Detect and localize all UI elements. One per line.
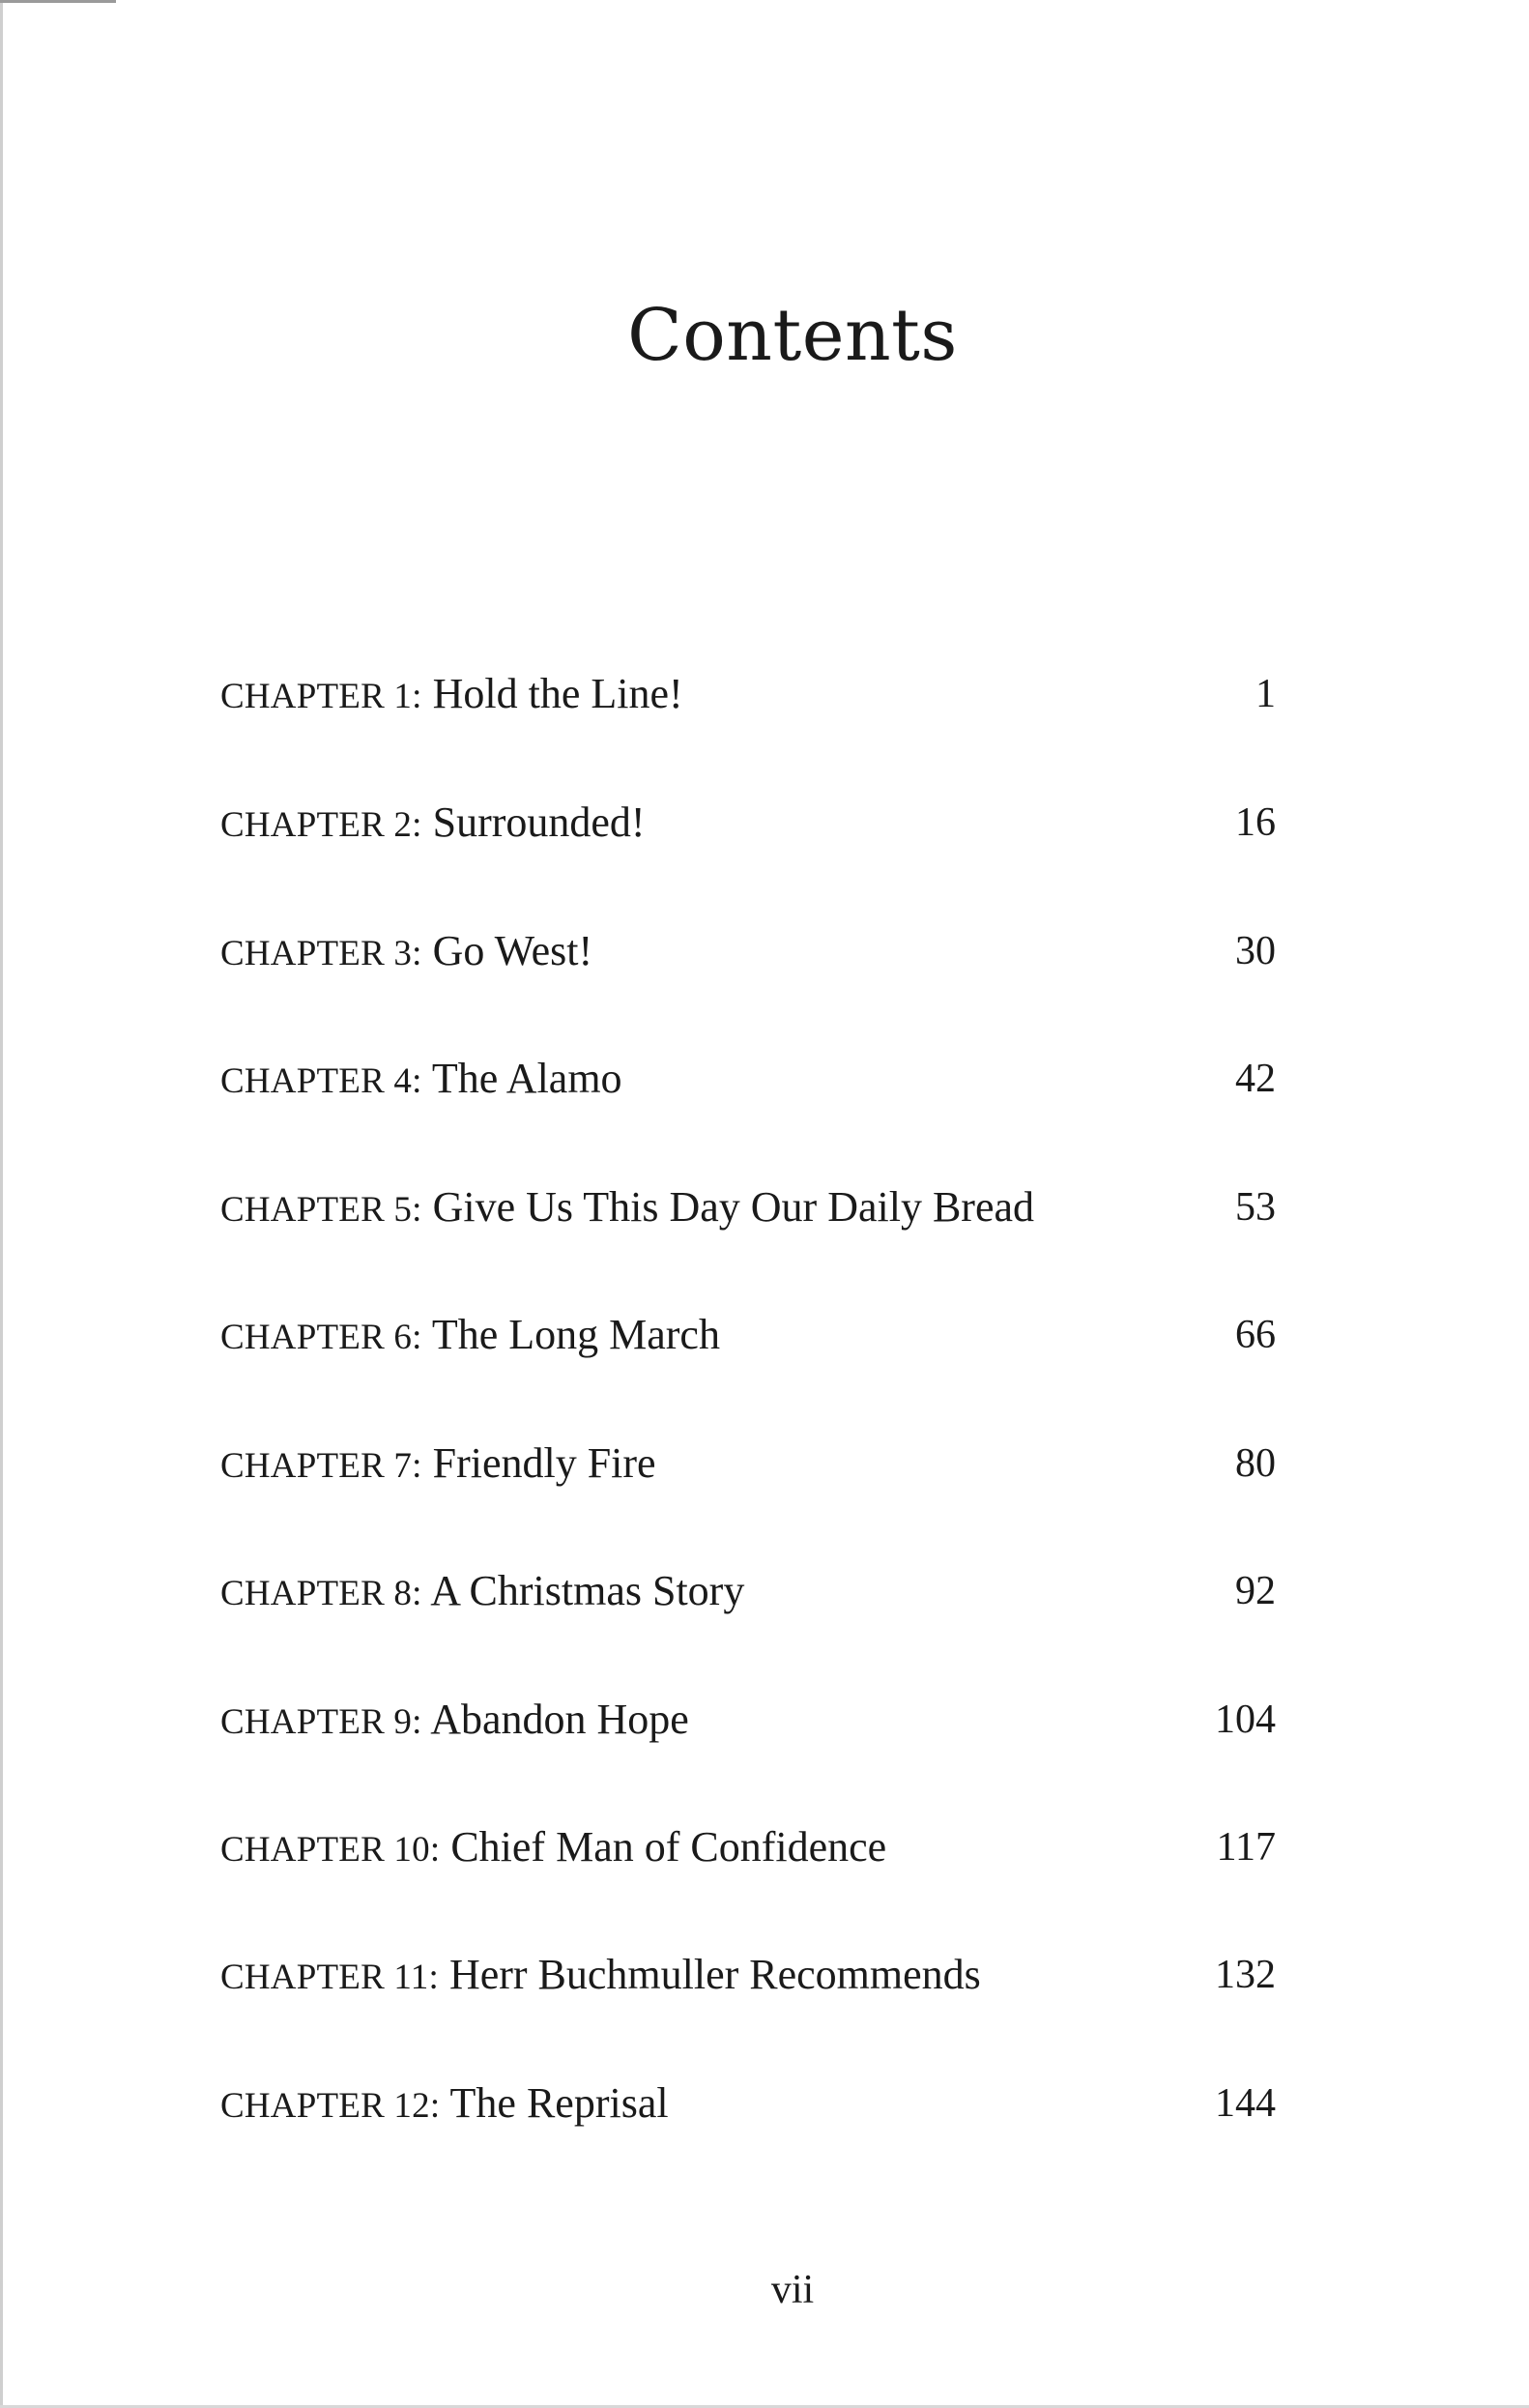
toc-chapter-number: CHAPTER 12: [220,2086,441,2126]
folio-page-number: vii [770,2268,815,2312]
toc-entry-label [220,1691,689,1752]
toc-entry-chapter-3 [220,922,1276,980]
toc-page-number: 42 [1235,1057,1276,1101]
toc-entry-chapter-11 [220,1946,1276,2004]
toc-chapter-number: CHAPTER 8: [220,1574,422,1613]
toc-chapter-number: CHAPTER 4: [220,1061,422,1101]
toc-entry-label [220,665,683,726]
toc-page-number: 53 [1235,1185,1276,1230]
toc-entry-chapter-12 [220,2074,1276,2132]
toc-entry-label [220,2074,669,2135]
toc-chapter-number: CHAPTER 3: [220,934,422,973]
toc-chapter-number: CHAPTER 1: [220,677,422,716]
toc-page-number: 92 [1235,1569,1276,1613]
toc-page-number: 30 [1235,929,1276,973]
toc-chapter-title: The Alamo [431,1055,622,1102]
toc-chapter-number: CHAPTER 6: [220,1318,422,1357]
toc-chapter-title: Hold the Line! [432,670,683,717]
toc-entry-label [220,1306,720,1367]
toc-chapter-title: Go West! [432,927,593,974]
toc-chapter-title: The Long March [431,1311,720,1358]
toc-chapter-title: Give Us This Day Our Daily Bread [432,1183,1035,1231]
toc-entry-label [220,1562,744,1623]
toc-chapter-number: CHAPTER 10: [220,1830,441,1870]
toc-page-number: 104 [1215,1697,1276,1742]
page-title: Contents [627,294,958,377]
toc-chapter-number: CHAPTER 7: [220,1446,422,1486]
toc-page-number: 132 [1215,1953,1276,1997]
toc-chapter-title: Herr Buchmuller Recommends [448,1951,981,1998]
toc-entry-chapter-5 [220,1178,1276,1236]
toc-entry-label [220,1818,886,1879]
toc-page-number: 80 [1235,1441,1276,1486]
toc-chapter-title: The Reprisal [449,2079,669,2127]
toc-entry-label [220,1050,622,1111]
toc-entry-chapter-2 [220,794,1276,852]
toc-entry-label [220,1178,1034,1239]
toc-chapter-number: CHAPTER 2: [220,805,422,845]
toc-entry-label [220,922,592,983]
toc-entry-chapter-7 [220,1435,1276,1493]
toc-entry-label [220,794,646,855]
toc-entry-label [220,1946,981,2007]
toc-chapter-number: CHAPTER 9: [220,1702,422,1742]
toc-entry-chapter-8 [220,1562,1276,1620]
toc-chapter-title: Friendly Fire [432,1439,656,1487]
toc-page-number: 1 [1255,672,1276,716]
toc-chapter-title: Abandon Hope [430,1696,689,1743]
toc-page-number: 66 [1235,1313,1276,1357]
toc-entry-chapter-1 [220,665,1276,723]
toc-page-number: 117 [1216,1825,1276,1870]
toc-chapter-title: A Christmas Story [430,1567,745,1614]
toc-entry-chapter-4 [220,1050,1276,1108]
toc-page-number: 16 [1235,800,1276,845]
toc-entry-chapter-9 [220,1691,1276,1749]
toc-chapter-number: CHAPTER 11: [220,1958,439,1997]
toc-entry-label [220,1435,656,1495]
toc-chapter-title: Chief Man of Confidence [450,1823,887,1871]
toc-entry-chapter-6 [220,1306,1276,1364]
toc-page-number: 144 [1215,2081,1276,2126]
toc-chapter-title: Surrounded! [432,798,646,846]
toc-chapter-number: CHAPTER 5: [220,1190,422,1230]
toc-entry-chapter-10 [220,1818,1276,1876]
